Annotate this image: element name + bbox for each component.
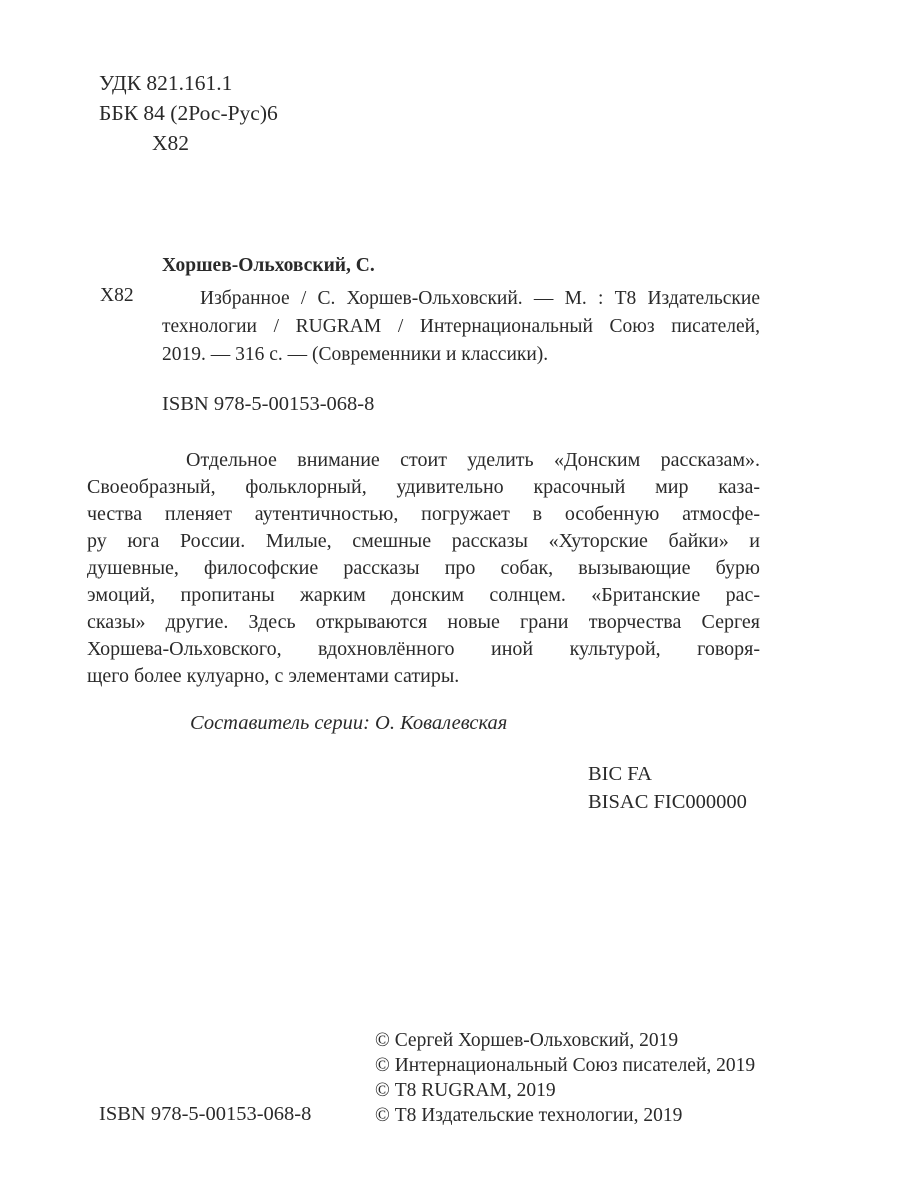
copyright-line: © Т8 RUGRAM, 2019: [375, 1080, 556, 1101]
copyright-line: © Т8 Издательские технологии, 2019: [375, 1105, 683, 1126]
annotation-line: ру юга России. Милые, смешные рассказы «Хуторские байки» и: [87, 530, 760, 552]
catalog-isbn: ISBN 978-5-00153-068-8: [162, 393, 375, 415]
bisac-line: BISAC FIC000000: [588, 791, 747, 813]
bbk-line: ББК 84 (2Рос-Рус)6: [99, 101, 278, 125]
udk-line: УДК 821.161.1: [99, 71, 233, 95]
catalog-code: Х82: [100, 285, 134, 306]
catalog-author: Хоршев-Ольховский, С.: [162, 255, 375, 276]
copyright-line: © Интернациональный Союз писателей, 2019: [375, 1055, 756, 1076]
isbn-bottom: ISBN 978-5-00153-068-8: [99, 1103, 312, 1125]
series-editor-line: Составитель серии: О. Ковалевская: [190, 712, 508, 734]
annotation-line: чества пленяет аутентичностью, погружает в особенную атмосфе-: [87, 503, 760, 525]
classification-block: [588, 760, 747, 816]
annotation-line: Отдельное внимание стоит уделить «Донским рассказам».: [186, 449, 760, 471]
bic-line: BIC FA: [588, 763, 652, 785]
annotation-line: щего более кулуарно, с элементами сатиры.: [87, 665, 460, 687]
annotation-line: душевные, философские рассказы про собак, вызывающие бурю: [87, 557, 760, 579]
catalog-description-line: Избранное / С. Хоршев-Ольховский. — М. : Т8 Издательские: [200, 288, 760, 309]
annotation-line: Хоршева-Ольховского, вдохновлённого иной культурой, говоря-: [87, 638, 760, 660]
copyright-line: © Сергей Хоршев-Ольховский, 2019: [375, 1030, 679, 1051]
catalog-description-line: 2019. — 316 с. — (Современники и классики).: [162, 344, 549, 365]
annotation-paragraph: [87, 447, 760, 690]
copyright-list: [375, 1028, 755, 1128]
annotation-line: эмоций, пропитаны жарким донским солнцем. «Британские рас-: [87, 584, 760, 606]
header-codes-block: [99, 68, 278, 158]
annotation-line: сказы» другие. Здесь открываются новые грани творчества Сергея: [87, 611, 760, 633]
annotation-line: Своеобразный, фольклорный, удивительно красочный мир каза-: [87, 476, 760, 498]
catalog-description-line: технологии / RUGRAM / Интернациональный Союз писателей,: [162, 316, 760, 337]
classification-code-line: Х82: [152, 131, 190, 155]
catalog-description: [162, 285, 760, 369]
